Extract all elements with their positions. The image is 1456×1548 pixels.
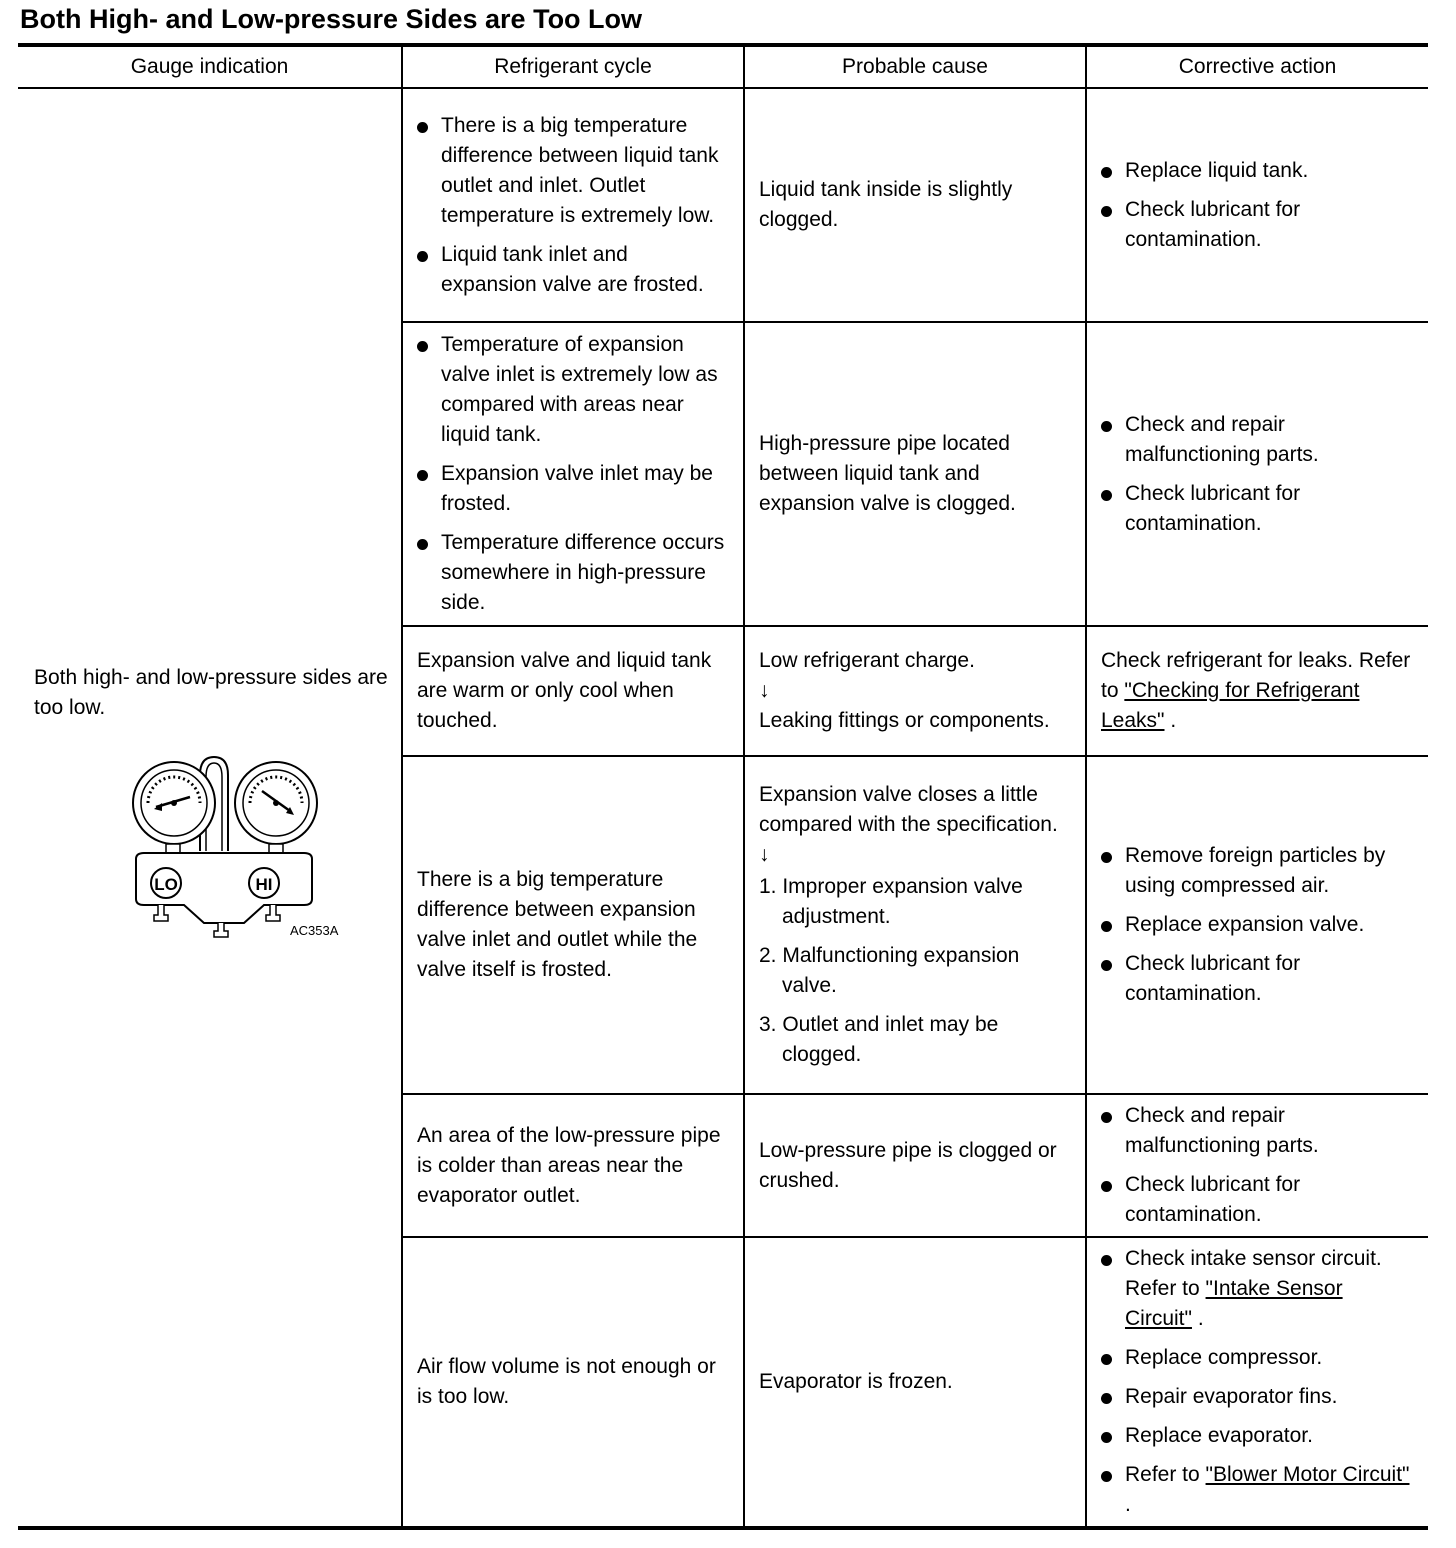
list-item: Replace liquid tank. xyxy=(1101,156,1414,186)
cause-text: Low-pressure pipe is clogged or crushed. xyxy=(759,1138,1057,1192)
list-item: Replace expansion valve. xyxy=(1101,910,1414,940)
list-item: There is a big temperature difference between liquid tank outlet and inlet. Outlet temperature is extremely low. xyxy=(417,111,729,231)
cause-text: Expansion valve closes a little compared with the specification. xyxy=(759,783,1058,836)
refrigerant-cycle-cell xyxy=(402,626,744,756)
probable-cause-cell xyxy=(744,1094,1086,1237)
list-item: Temperature of expansion valve inlet is extremely low as compared with areas near liquid tank. xyxy=(417,330,729,450)
list-item: Repair evaporator fins. xyxy=(1101,1382,1414,1412)
refrigerant-cycle-cell xyxy=(402,756,744,1094)
list-item: Replace compressor. xyxy=(1101,1343,1414,1373)
refrigerant-cycle-cell xyxy=(402,322,744,626)
table-header-row xyxy=(18,45,1428,88)
checking-refrigerant-leaks-link[interactable]: "Checking for Refrigerant Leaks" xyxy=(1101,679,1360,732)
cycle-text: Expansion valve and liquid tank are warm or only cool when touched. xyxy=(417,649,712,732)
down-arrow-icon: ↓ xyxy=(759,843,770,866)
probable-cause-cell xyxy=(744,88,1086,322)
cycle-text: There is a big temperature difference between expansion valve inlet and outlet while the valve itself is frosted. xyxy=(417,868,698,981)
list-item: Check and repair malfunctioning parts. xyxy=(1101,1101,1414,1161)
probable-cause-cell xyxy=(744,756,1086,1094)
probable-cause-cell xyxy=(744,1237,1086,1528)
header-refrigerant-cycle: Refrigerant cycle xyxy=(402,45,744,88)
corrective-action-cell xyxy=(1086,756,1428,1094)
probable-cause-cell xyxy=(744,626,1086,756)
page-title: Both High- and Low-pressure Sides are Too Low xyxy=(20,4,643,34)
gauge-indication-text: Both high- and low-pressure sides are too low. xyxy=(34,665,388,719)
action-text-end: . xyxy=(1197,1307,1204,1330)
corrective-action-cell xyxy=(1086,322,1428,626)
header-gauge-indication: Gauge indication xyxy=(18,45,402,88)
intake-sensor-circuit-link[interactable]: "Intake Sensor Circuit" xyxy=(1125,1277,1343,1330)
action-text-end: . xyxy=(1170,709,1177,732)
refrigerant-cycle-cell xyxy=(402,1237,744,1528)
manifold-gauge-figure xyxy=(114,733,354,953)
list-item: Check lubricant for contamination. xyxy=(1101,1170,1414,1230)
list-item xyxy=(1101,1244,1414,1334)
list-item: Check lubricant for contamination. xyxy=(1101,195,1414,255)
list-item: Check lubricant for contamination. xyxy=(1101,949,1414,1009)
list-item: Remove foreign particles by using compressed air. xyxy=(1101,841,1414,901)
list-item: Expansion valve inlet may be frosted. xyxy=(417,459,729,519)
corrective-action-cell xyxy=(1086,1237,1428,1528)
manifold-gauge-icon xyxy=(114,733,354,953)
header-probable-cause: Probable cause xyxy=(744,45,1086,88)
list-item: Replace evaporator. xyxy=(1101,1421,1414,1451)
lo-label: LO xyxy=(154,874,178,894)
action-text: Refer to xyxy=(1125,1463,1200,1486)
list-item: Check and repair malfunctioning parts. xyxy=(1101,410,1414,470)
figure-label: AC353A xyxy=(290,922,339,938)
cycle-text: Air flow volume is not enough or is too low. xyxy=(417,1355,716,1408)
list-item: Check lubricant for contamination. xyxy=(1101,479,1414,539)
cause-text: Liquid tank inside is slightly clogged. xyxy=(759,178,1013,231)
table-row xyxy=(18,88,1428,322)
cycle-text: An area of the low-pressure pipe is colder than areas near the evaporator outlet. xyxy=(417,1123,721,1207)
list-item: 3. Outlet and inlet may be clogged. xyxy=(759,1013,999,1066)
cause-text: High-pressure pipe located between liquid tank and expansion valve is clogged. xyxy=(759,432,1016,515)
cause-text: Low refrigerant charge. xyxy=(759,649,975,672)
diagnosis-table xyxy=(18,43,1428,1530)
cause-text: Evaporator is frozen. xyxy=(759,1370,953,1393)
list-item: Liquid tank inlet and expansion valve are frosted. xyxy=(417,240,729,300)
corrective-action-cell xyxy=(1086,626,1428,756)
refrigerant-cycle-cell xyxy=(402,1094,744,1237)
down-arrow-icon: ↓ xyxy=(759,679,770,702)
blower-motor-circuit-link[interactable]: "Blower Motor Circuit" xyxy=(1205,1463,1410,1486)
action-text: Check intake sensor circuit. Refer to xyxy=(1125,1247,1382,1300)
cause-text: Leaking fittings or components. xyxy=(759,709,1050,732)
list-item xyxy=(1101,1460,1414,1520)
refrigerant-cycle-cell xyxy=(402,88,744,322)
action-text-end: . xyxy=(1125,1493,1131,1516)
list-item: 1. Improper expansion valve adjustment. xyxy=(759,875,1023,928)
action-text: Check refrigerant for leaks. Refer to xyxy=(1101,649,1411,702)
hi-label: HI xyxy=(255,874,273,894)
corrective-action-cell xyxy=(1086,88,1428,322)
list-item: 2. Malfunctioning expansion valve. xyxy=(759,944,1020,997)
gauge-indication-cell xyxy=(18,88,402,1528)
corrective-action-cell xyxy=(1086,1094,1428,1237)
probable-cause-cell xyxy=(744,322,1086,626)
header-corrective-action: Corrective action xyxy=(1086,45,1428,88)
list-item: Temperature difference occurs somewhere in high-pressure side. xyxy=(417,528,729,618)
